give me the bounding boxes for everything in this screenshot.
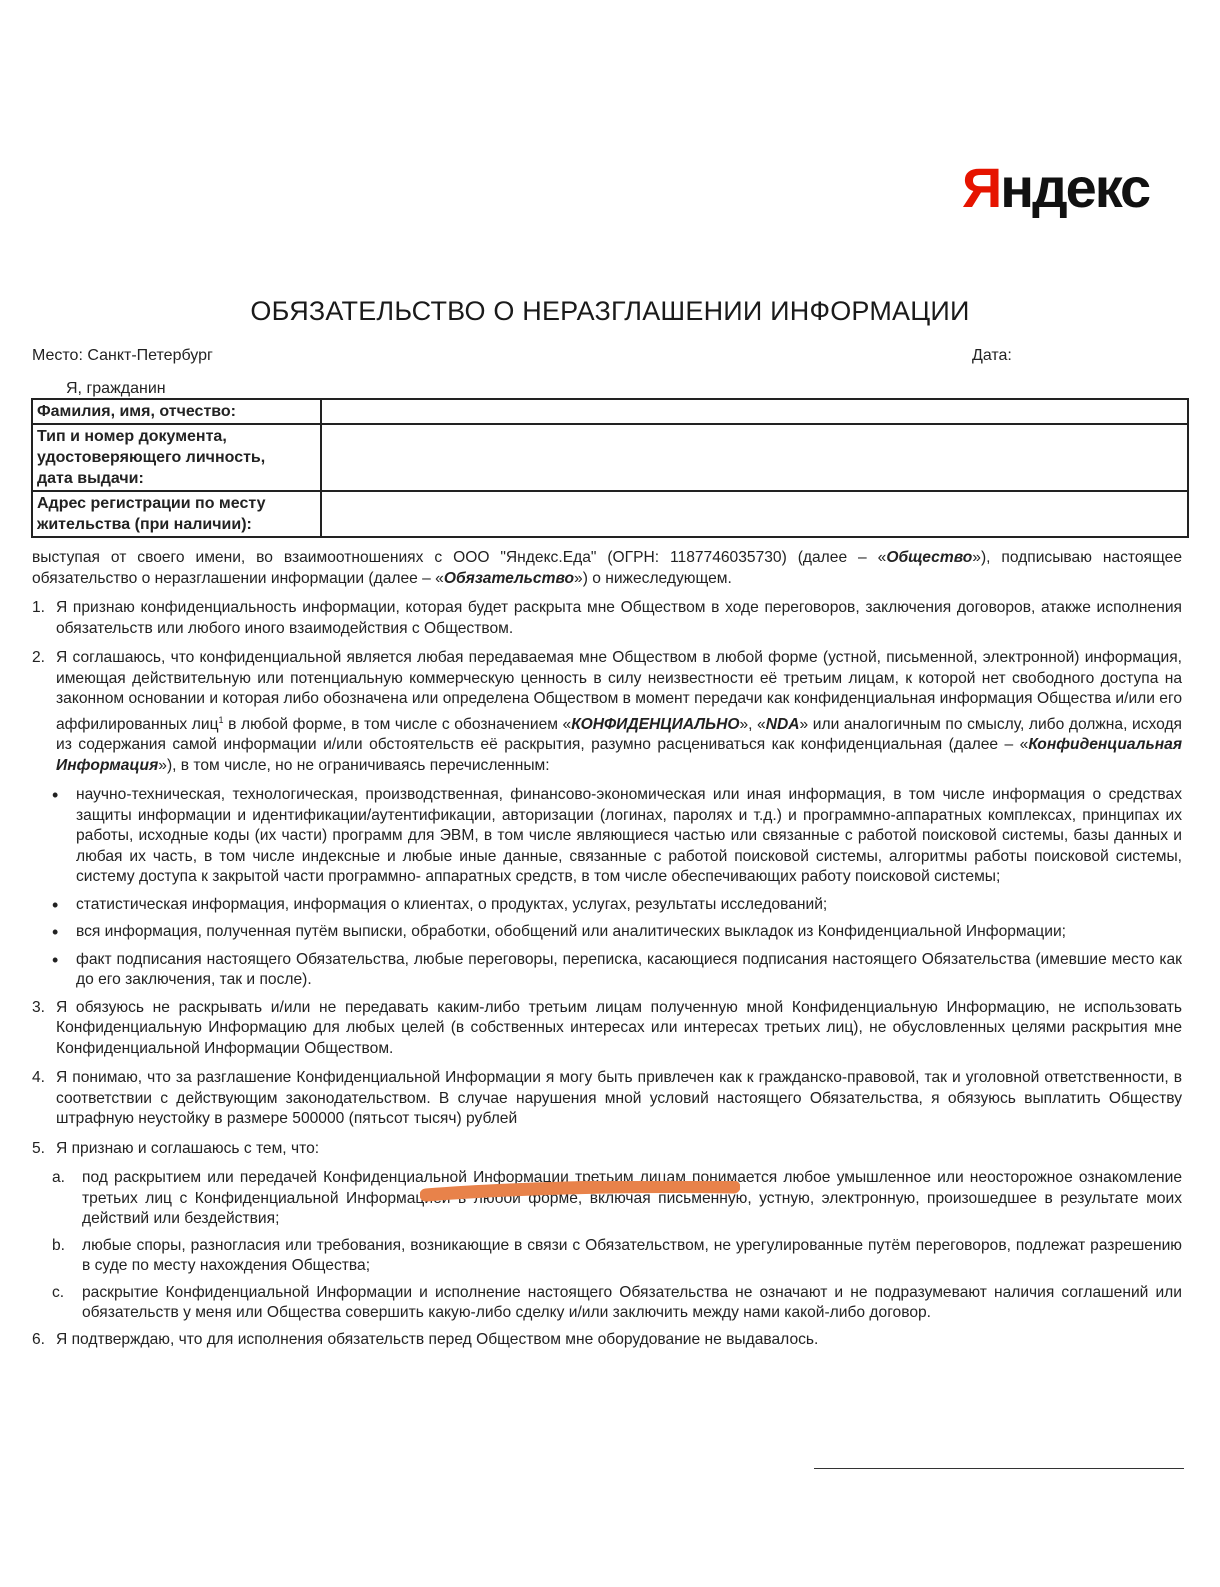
table-row — [32, 424, 1188, 491]
address-label: Адрес регистрации по месту жительства (при наличии): — [32, 491, 321, 537]
table-row — [32, 399, 1188, 424]
list-item: a. под раскрытием или передачей Конфиденциальной Информации третьим лицам понимается любое умышленное или неосторожное ознакомление третьих лиц с Конфиденциальной Информацией в любой форме, включая письменную, устную, электронную, произошедшее в результате моих действий или бездействия; — [52, 1169, 1182, 1228]
clause-5: 5. Я признаю и соглашаюсь с тем, что: — [32, 1139, 320, 1157]
clause-4: 4. Я понимаю, что за разглашение Конфиденциальной Информации я могу быть привлечен как к гражданско-правовой, так и уголовной ответственности, в соответствии с действующим законодательством. В случае нарушения мной условий настоящего Обязательства, я обязуюсь выплатить Обществу штрафную неустойку в размере 500000 (пятьсот тысяч) рублей — [32, 1069, 1182, 1128]
date-label: Дата: — [972, 347, 1012, 364]
document-field[interactable] — [321, 424, 1188, 491]
document-body — [32, 548, 1182, 1359]
full-name-label: Фамилия, имя, отчество: — [32, 399, 321, 424]
personal-info-table — [31, 398, 1189, 538]
clause-3: 3. Я обязуюсь не раскрывать и/или не передавать каким-либо третьим лицам полученную мной Конфиденциальную Информацию, не использовать Конфиденциальную Информацию для любых целей (в собственных интересах или интересах третьих лиц), не обусловленных целями раскрытия мне Конфиденциальной Информации Обществом. — [32, 998, 1182, 1057]
document-title: ОБЯЗАТЕЛЬСТВО О НЕРАЗГЛАШЕНИИ ИНФОРМАЦИИ — [250, 296, 970, 326]
clause-2: 2. Я соглашаюсь, что конфиденциальной является любая передаваемая мне Обществом в любой форме (устной, письменной, электронной) информация, имеющая действительную или потенциальную коммерческую ценность в силу неизвестности её третьим лицам, к которой нет свободного доступа на законном основании и которая либо обозначена или определена Обществом в момент передачи как конфиденциальная информация Общества и/или его аффилированных лиц$^1$ в любой форме, в том числе с обозначением «КОНФИДЕНЦИАЛЬНО», «NDA» или аналогичным по смыслу, либо должна, исходя из содержания самой информации и/или обстоятельств её раскрытия, разумно расцениваться как конфиденциальная (далее – «Конфиденциальная Информация»), в том числе, но не ограничиваясь перечисленным: — [32, 649, 1182, 774]
full-name-field[interactable] — [321, 399, 1188, 424]
table-row — [32, 491, 1188, 537]
list-item: • вся информация, полученная путём выписки, обработки, обобщений или аналитических выкладок из Конфиденциальной Информации; — [52, 922, 1066, 943]
document-label: Тип и номер документа, удостоверяющего личность, дата выдачи: — [32, 424, 321, 491]
intro-paragraph: выступая от своего имени, во взаимоотношениях с ООО "Яндекс.Еда" (ОГРН: 1187746035730) (далее – «Общество»), подписываю настоящее обязательство о неразглашении информации (далее – «Обязательство») о нижеследующем. — [32, 549, 1182, 587]
address-field[interactable] — [321, 491, 1188, 537]
list-item: • статистическая информация, информация о клиентах, о продуктах, услугах, результаты исследований; — [52, 894, 828, 915]
citizen-label: Я, гражданин — [66, 380, 166, 397]
list-item: • факт подписания настоящего Обязательства, любые переговоры, переписка, касающиеся подписания настоящего Обязательства (имевшие место как до его заключения, так и после). — [52, 949, 1182, 989]
orange-underline-mark — [420, 1181, 740, 1203]
list-item: b. любые споры, разногласия или требования, возникающие в связи с Обязательством, не урегулированные путём переговоров, подлежат разрешению в суде по месту нахождения Общества; — [52, 1236, 1182, 1275]
clause-1: 1. Я признаю конфиденциальность информации, которая будет раскрыта мне Обществом в ходе переговоров, заключения договоров, атакже исполнения обязательств или любого иного взаимодействия с Обществом. — [32, 599, 1182, 637]
list-item: c. раскрытие Конфиденциальной Информации и исполнение настоящего Обязательства не означают и не подразумевают наличия соглашений или обязательств у меня или Общества совершить какую-либо сделку и/или заключить между нами какой-либо договор. — [52, 1283, 1182, 1322]
signature-line — [814, 1468, 1184, 1469]
place-label: Место: Санкт-Петербург — [32, 347, 213, 364]
list-item: • научно-техническая, технологическая, производственная, финансово-экономическая или иная информация, в том числе информация о средствах защиты информации и идентификации/аутентификации, авторизации (логинах, паролях и т.д.) и программно-аппаратных комплексах, принципах их работы, исходные коды (их части) программ для ЭВМ, в том числе являющиеся частью или связанные с работой поисковой системы, базы данных и любая их часть, в том числе индексные и любые иные данные, связанные с работой поисковой системы, алгоритмы работы поисковой системы, систему доступа к закрытой части программно- аппаратных средств, в том числе обеспечивающих работу поисковой системы; — [52, 785, 1182, 886]
yandex-logo: Яндекс — [962, 156, 1150, 219]
clause-6: 6. Я подтверждаю, что для исполнения обязательств перед Обществом мне оборудование не выдавалось. — [32, 1330, 819, 1348]
